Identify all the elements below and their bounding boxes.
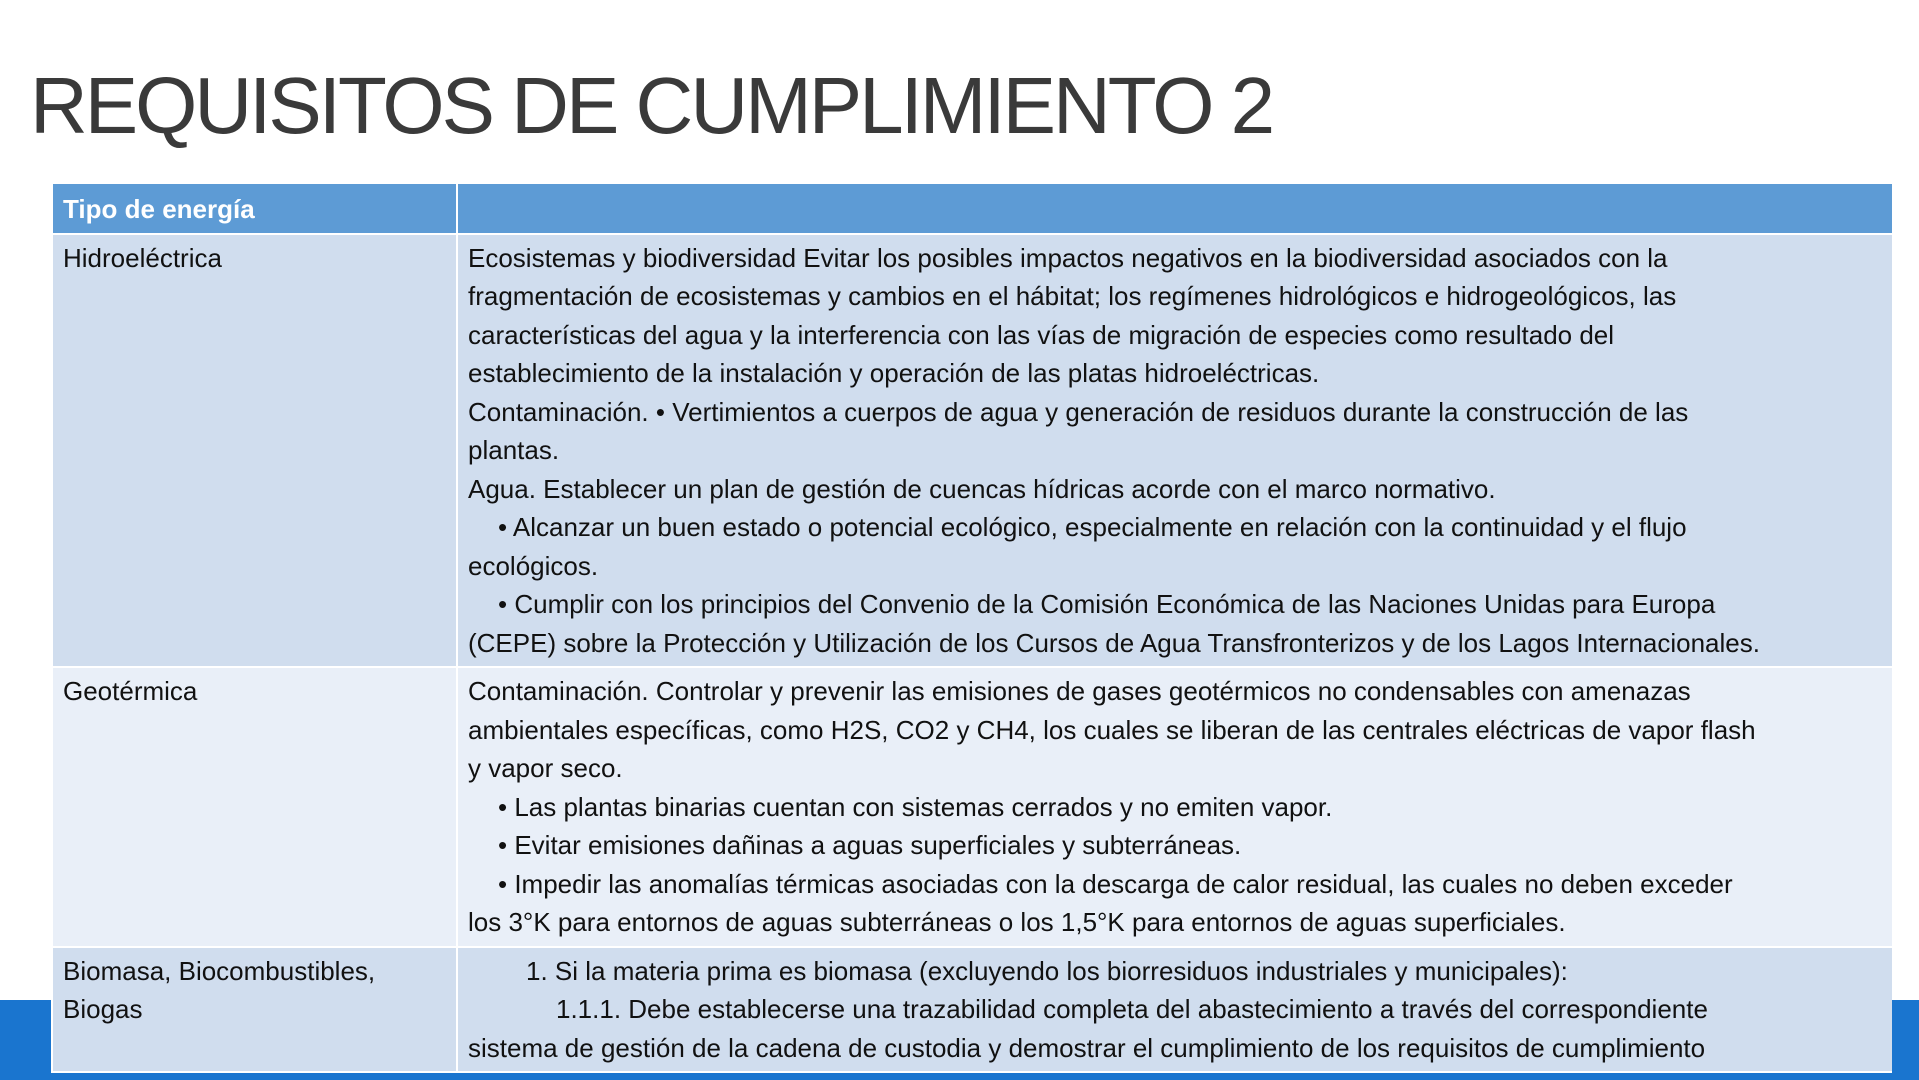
requirement-line: Contaminación. • Vertimientos a cuerpos de agua y generación de residuos durante la construcción de las bbox=[468, 396, 1689, 427]
requirement-line: Agua. Establecer un plan de gestión de cuencas hídricas acorde con el marco normativo. bbox=[468, 473, 1496, 504]
requirement-line: y vapor seco. bbox=[468, 753, 623, 783]
energy-type-cell: Hidroeléctrica bbox=[52, 234, 457, 668]
energy-type-cell: Biomasa, Biocombustibles, Biogas bbox=[52, 947, 457, 1073]
requirement-bullet: • Impedir las anomalías térmicas asociadas con la descarga de calor residual, las cuales no deben exceder bbox=[498, 868, 1733, 899]
page-title: REQUISITOS DE CUMPLIMIENTO 2 bbox=[30, 61, 1273, 150]
table-row bbox=[52, 234, 1892, 668]
requirement-line: plantas. bbox=[468, 435, 560, 465]
requirement-line: los 3°K para entornos de aguas subterráneas o los 1,5°K para entornos de aguas superficiales. bbox=[468, 907, 1566, 937]
requirement-line: ambientales específicas, como H2S, CO2 y CH4, los cuales se liberan de las centrales eléctricas de vapor flash bbox=[468, 714, 1756, 745]
table-row bbox=[52, 667, 1892, 947]
requirement-line: Ecosistemas y biodiversidad Evitar los posibles impactos negativos en la biodiversidad asociados con la bbox=[468, 242, 1668, 273]
requirement-bullet: • Cumplir con los principios del Convenio de la Comisión Económica de las Naciones Unidas para Europa bbox=[498, 589, 1716, 619]
requirements-cell bbox=[457, 947, 1892, 1073]
requirement-line: (CEPE) sobre la Protección y Utilización de los Cursos de Agua Transfronterizos y de los Lagos Internacionales. bbox=[468, 627, 1760, 658]
requirement-numbered-subitem: 1.1.1. Debe establecerse una trazabilidad completa del abastecimiento a través del correspondiente bbox=[556, 994, 1708, 1024]
header-requirements bbox=[457, 183, 1892, 234]
requirement-line: ecológicos. bbox=[468, 550, 599, 581]
requirements-table-container bbox=[51, 182, 1892, 1080]
requirements-cell bbox=[457, 667, 1892, 947]
requirement-bullet: • Las plantas binarias cuentan con sistemas cerrados y no emiten vapor. bbox=[498, 791, 1333, 822]
requirements-cell bbox=[457, 234, 1892, 668]
table-header-row bbox=[52, 183, 1892, 234]
requirement-line: Contaminación. Controlar y prevenir las emisiones de gases geotérmicos no condensables con amenazas bbox=[468, 676, 1691, 706]
requirement-line: fragmentación de ecosistemas y cambios en el hábitat; los regímenes hidrológicos e hidrogeológicos, las bbox=[468, 281, 1677, 311]
requirement-bullet: • Evitar emisiones dañinas a aguas superficiales y subterráneas. bbox=[498, 830, 1242, 860]
energy-type-cell: Geotérmica bbox=[52, 667, 457, 947]
requirements-table bbox=[51, 182, 1892, 1073]
requirement-line: sistema de gestión de la cadena de custodia y demostrar el cumplimiento de los requisitos de cumplimiento bbox=[468, 1032, 1706, 1063]
requirement-bullet: • Alcanzar un buen estado o potencial ecológico, especialmente en relación con la continuidad y el flujo bbox=[498, 512, 1687, 542]
requirement-line: características del agua y la interferencia con las vías de migración de especies como resultado del bbox=[468, 319, 1615, 350]
table-row bbox=[52, 947, 1892, 1073]
header-energy-type: Tipo de energía bbox=[52, 183, 457, 234]
requirement-numbered-item: 1. Si la materia prima es biomasa (excluyendo los biorresiduos industriales y municipales): bbox=[526, 955, 1568, 986]
requirement-line: establecimiento de la instalación y operación de las platas hidroeléctricas. bbox=[468, 358, 1320, 388]
